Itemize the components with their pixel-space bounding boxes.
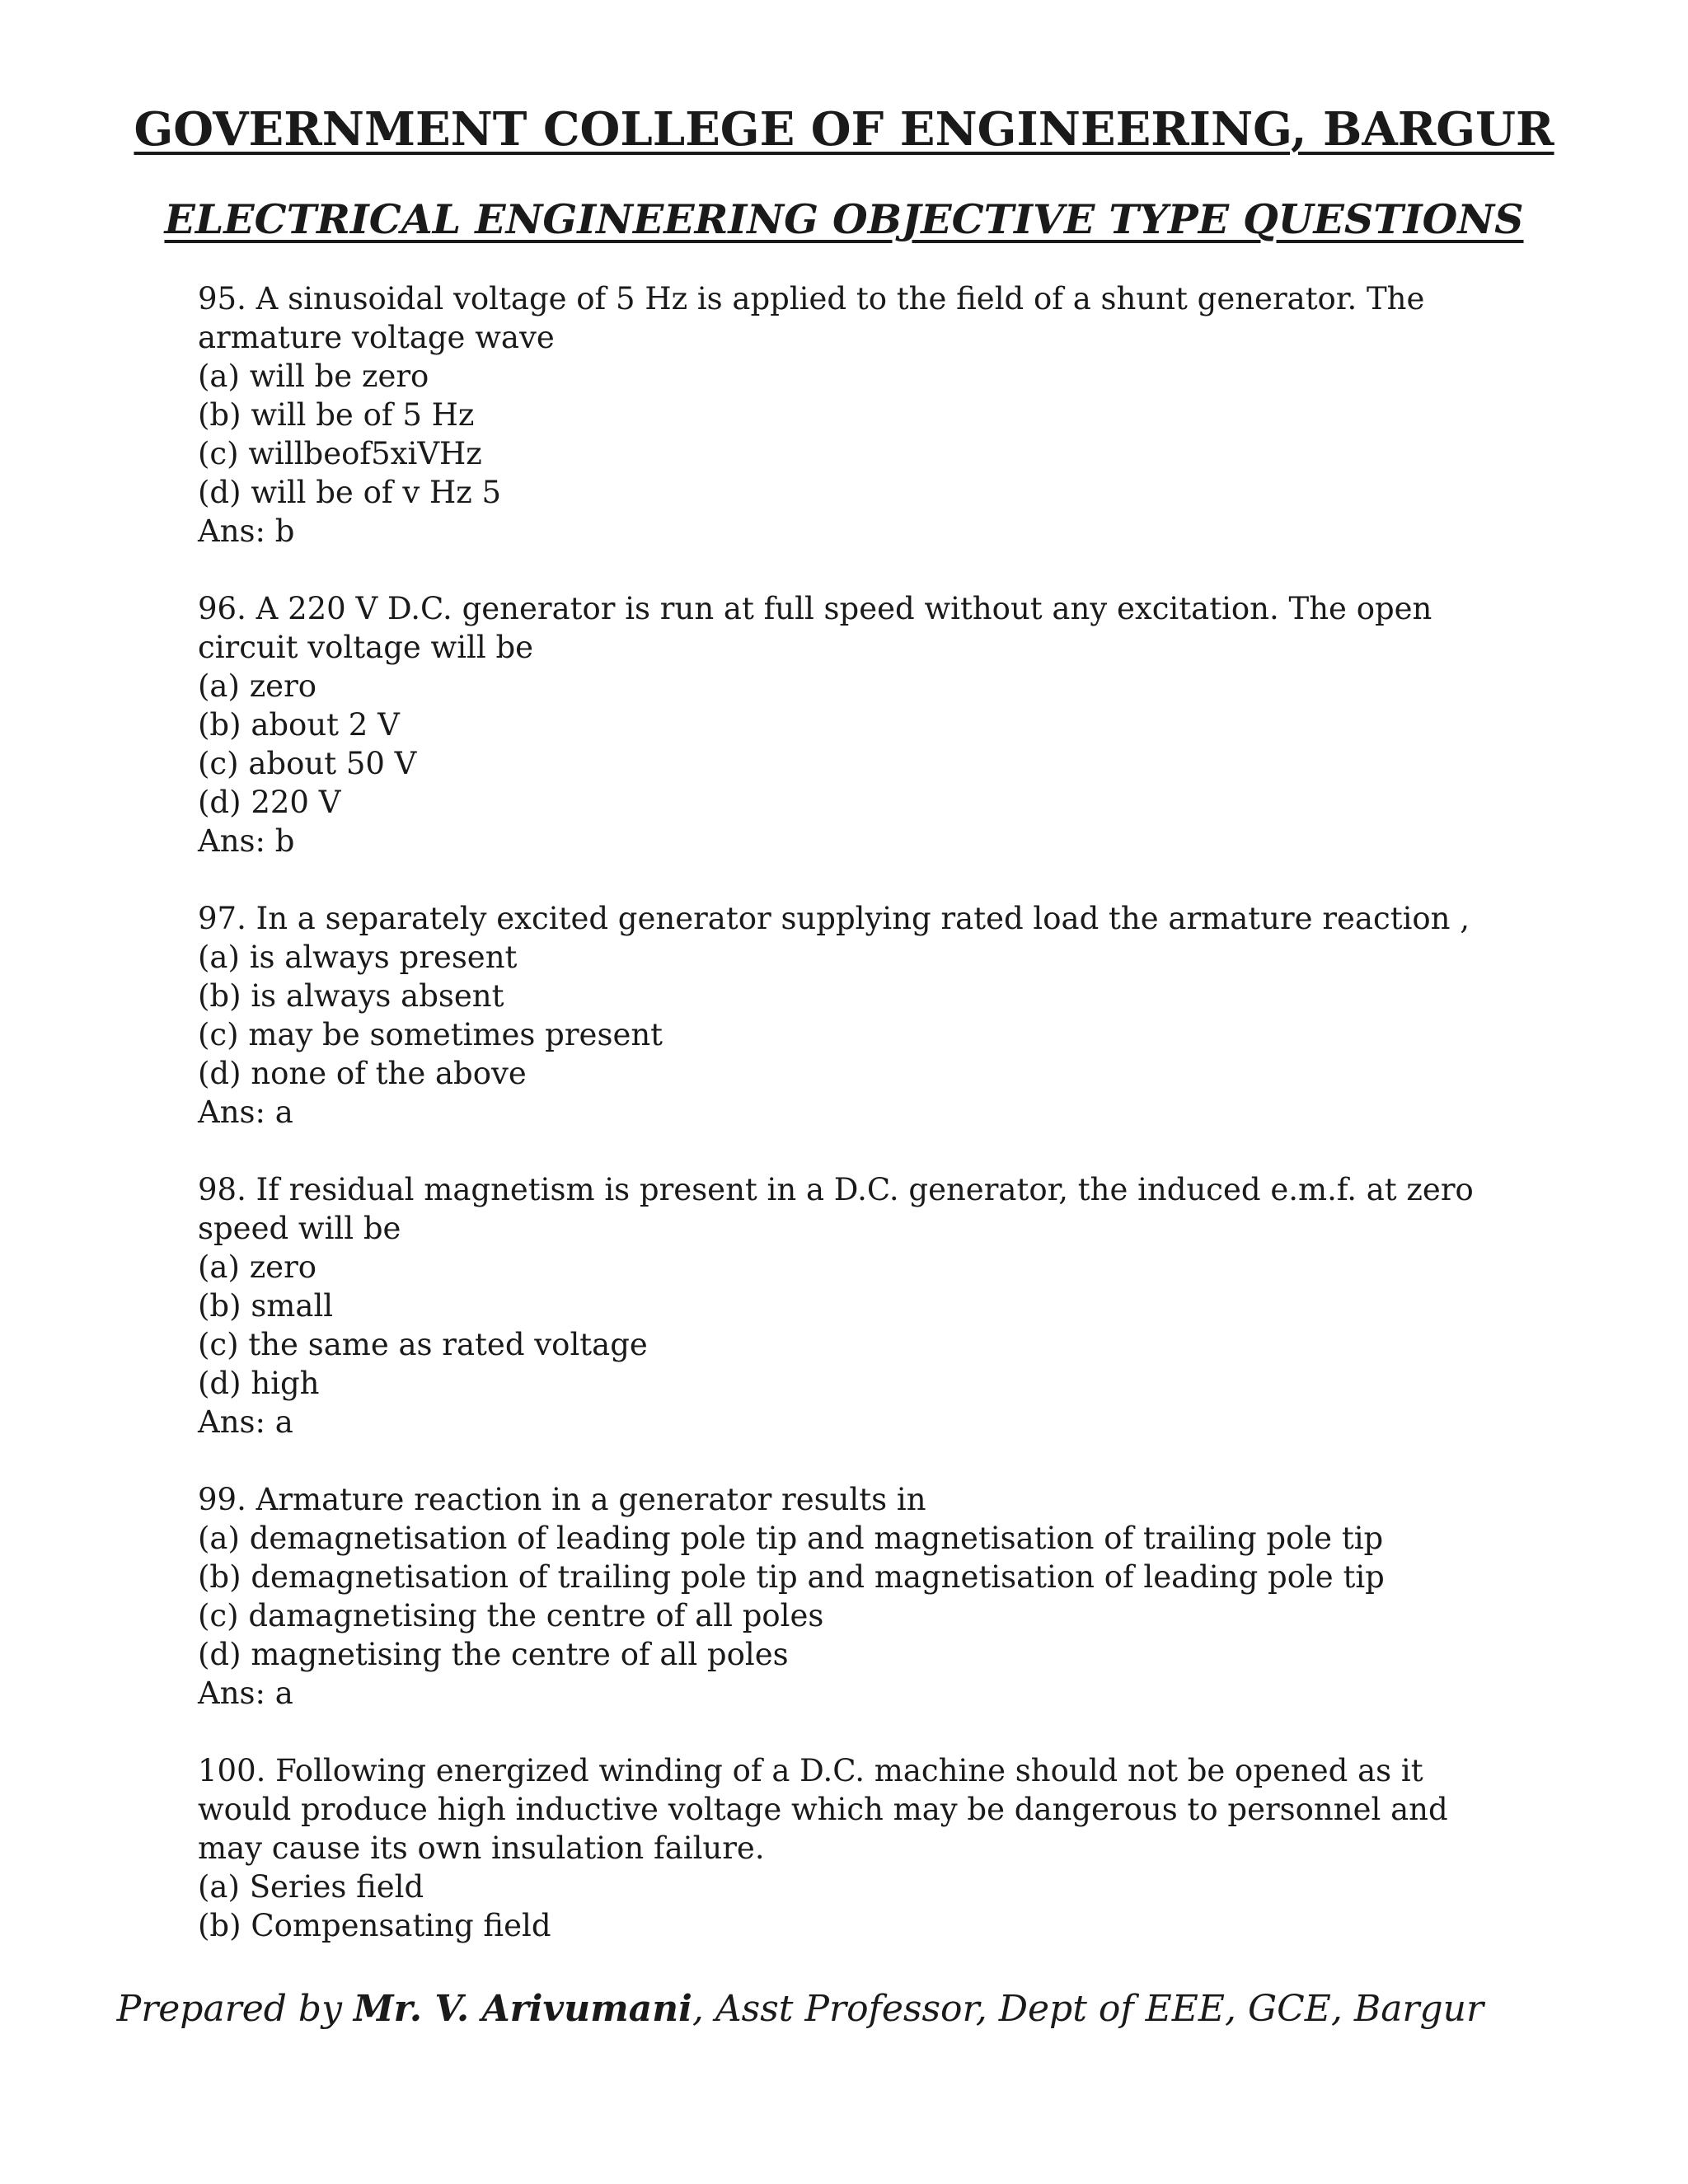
option-d: (d) 220 V <box>198 785 341 820</box>
footer-suffix: , Asst Professor, Dept of EEE, GCE, Bargur <box>692 1988 1484 2030</box>
question-list <box>198 279 1508 1984</box>
option-a: (a) Series field <box>198 1869 424 1905</box>
option-b: (b) is always absent <box>198 978 504 1014</box>
option-a: (a) is always present <box>198 940 518 975</box>
question-text: 100. Following energized winding of a D.C. machine should not be opened as it would produce high inductive voltage which may be dangerous to personnel and may cause its own insulation failure. <box>198 1753 1448 1866</box>
option-b: (b) small <box>198 1288 334 1324</box>
question-item <box>198 899 1508 1132</box>
answer-text: Ans: a <box>198 1675 293 1711</box>
author-name: Mr. V. Arivumani <box>353 1988 692 2030</box>
question-text: 99. Armature reaction in a generator results in <box>198 1482 926 1517</box>
question-item <box>198 589 1508 860</box>
option-b: (b) will be of 5 Hz <box>198 397 475 433</box>
option-a: (a) zero <box>198 668 317 704</box>
page-subtitle: ELECTRICAL ENGINEERING OBJECTIVE TYPE QUESTIONS <box>164 195 1524 243</box>
question-text: 95. A sinusoidal voltage of 5 Hz is applied to the field of a shunt generator. The armature voltage wave <box>198 281 1425 355</box>
option-c: (c) the same as rated voltage <box>198 1327 648 1362</box>
answer-text: Ans: b <box>198 513 295 549</box>
option-b: (b) demagnetisation of trailing pole tip and magnetisation of leading pole tip <box>198 1559 1385 1595</box>
footer-prefix: Prepared by <box>116 1988 354 2030</box>
option-a: (a) zero <box>198 1249 317 1285</box>
question-item <box>198 1170 1508 1441</box>
option-b: (b) Compensating field <box>198 1908 551 1943</box>
option-c: (c) damagnetising the centre of all poles <box>198 1598 824 1633</box>
option-a: (a) demagnetisation of leading pole tip and magnetisation of trailing pole tip <box>198 1521 1384 1556</box>
answer-text: Ans: b <box>198 823 295 859</box>
question-text: 96. A 220 V D.C. generator is run at full speed without any excitation. The open circuit voltage will be <box>198 591 1432 665</box>
option-c: (c) may be sometimes present <box>198 1017 663 1052</box>
answer-text: Ans: a <box>198 1404 293 1440</box>
question-text: 97. In a separately excited generator supplying rated load the armature reaction , <box>198 901 1470 936</box>
option-d: (d) none of the above <box>198 1056 527 1091</box>
option-d: (d) magnetising the centre of all poles <box>198 1637 789 1672</box>
option-d: (d) will be of v Hz 5 <box>198 475 502 510</box>
question-item <box>198 279 1508 551</box>
question-item <box>198 1751 1508 1945</box>
option-a: (a) will be zero <box>198 359 429 394</box>
option-b: (b) about 2 V <box>198 707 400 743</box>
option-c: (c) willbeof5xiVHz <box>198 436 482 471</box>
question-text: 98. If residual magnetism is present in a D.C. generator, the induced e.m.f. at zero speed will be <box>198 1172 1474 1246</box>
question-item <box>198 1480 1508 1713</box>
option-d: (d) high <box>198 1366 320 1401</box>
option-c: (c) about 50 V <box>198 746 417 781</box>
answer-text: Ans: a <box>198 1094 293 1130</box>
page-title: GOVERNMENT COLLEGE OF ENGINEERING, BARGUR <box>134 102 1554 157</box>
prepared-by-footer <box>0 1988 1484 2030</box>
